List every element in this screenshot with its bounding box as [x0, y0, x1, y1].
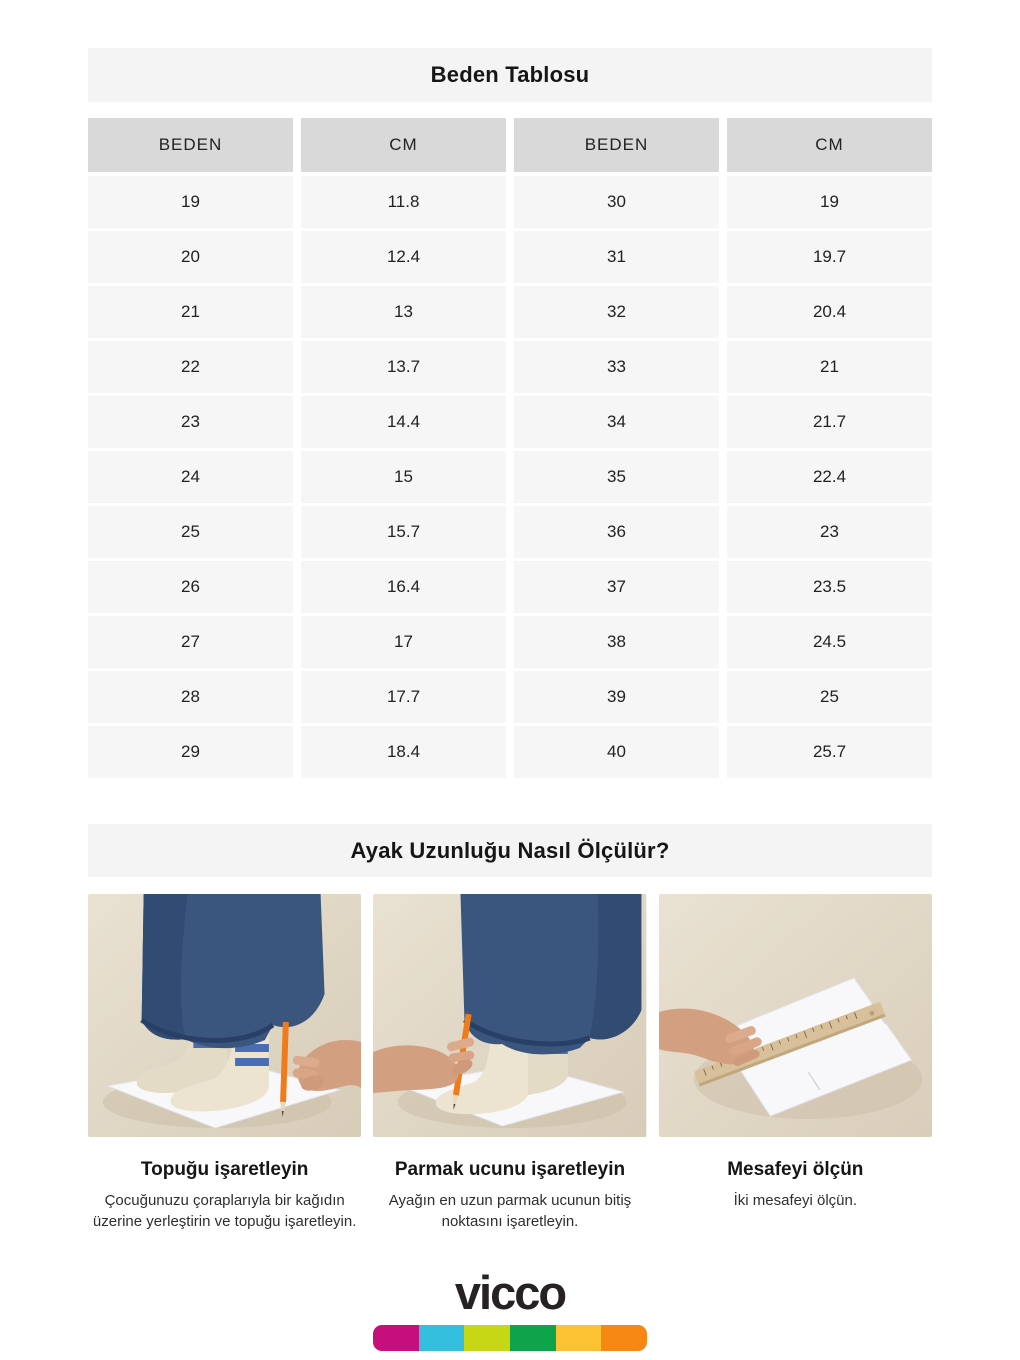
- table-cell: 19.7: [727, 231, 932, 283]
- table-cell: 12.4: [301, 231, 506, 283]
- measure-captions: [88, 1159, 932, 1233]
- table-cell: 24.5: [727, 616, 932, 668]
- table-cell: 30: [514, 176, 719, 228]
- step-title: Mesafeyi ölçün: [727, 1159, 864, 1180]
- vicco-logo: vicco: [454, 1265, 566, 1319]
- table-cell: 37: [514, 561, 719, 613]
- table-cell: 20.4: [727, 286, 932, 338]
- step-title: Parmak ucunu işaretleyin: [394, 1159, 626, 1180]
- logo-bar-segment: [510, 1325, 556, 1351]
- table-cell: 27: [88, 616, 293, 668]
- table-cell: 16.4: [301, 561, 506, 613]
- step-toe: [373, 1159, 646, 1233]
- table-cell: 18.4: [301, 726, 506, 778]
- size-table-header: [88, 118, 932, 172]
- logo-bar-segment: [464, 1325, 510, 1351]
- table-cell: 29: [88, 726, 293, 778]
- table-cell: 15.7: [301, 506, 506, 558]
- table-cell: 36: [514, 506, 719, 558]
- table-cell: 38: [514, 616, 719, 668]
- table-cell: 34: [514, 396, 719, 448]
- logo-bar-segment: [601, 1325, 647, 1351]
- table-cell: 28: [88, 671, 293, 723]
- col-header-cm-right: CM: [727, 118, 932, 172]
- step-description: Çocuğunuzu çoraplarıyla bir kağıdın üzerine yerleştirin ve topuğu işaretleyin.: [92, 1192, 357, 1231]
- measure-title: Ayak Uzunluğu Nasıl Ölçülür?: [350, 837, 670, 863]
- table-cell: 22: [88, 341, 293, 393]
- table-cell: 23.5: [727, 561, 932, 613]
- step-heel: [88, 1159, 361, 1233]
- table-cell: 13.7: [301, 341, 506, 393]
- logo-color-bar: [373, 1325, 647, 1351]
- table-cell: 19: [727, 176, 932, 228]
- table-cell: 14.4: [301, 396, 506, 448]
- heel-marking-illustration: [88, 894, 361, 1137]
- table-cell: 21: [727, 341, 932, 393]
- step-title: Topuğu işaretleyin: [140, 1159, 309, 1180]
- size-table: [88, 176, 932, 778]
- logo-bar-segment: [556, 1325, 602, 1351]
- table-cell: 32: [514, 286, 719, 338]
- step-description: İki mesafeyi ölçün.: [733, 1192, 858, 1209]
- table-cell: 25: [727, 671, 932, 723]
- toe-marking-illustration: [373, 894, 646, 1137]
- measure-title-banner: [88, 824, 932, 877]
- table-cell: 23: [88, 396, 293, 448]
- table-cell: 40: [514, 726, 719, 778]
- table-cell: 39: [514, 671, 719, 723]
- table-cell: 21: [88, 286, 293, 338]
- step-measure: [659, 1159, 932, 1233]
- table-cell: 19: [88, 176, 293, 228]
- table-cell: 31: [514, 231, 719, 283]
- table-cell: 13: [301, 286, 506, 338]
- heel-marking-photo: [88, 894, 361, 1137]
- logo-bar-segment: [419, 1325, 465, 1351]
- col-header-cm-left: CM: [301, 118, 506, 172]
- toe-marking-photo: [373, 894, 646, 1137]
- table-cell: 25: [88, 506, 293, 558]
- table-cell: 21.7: [727, 396, 932, 448]
- table-cell: 15: [301, 451, 506, 503]
- size-chart-title-banner: [88, 48, 932, 102]
- col-header-beden-left: BEDEN: [88, 118, 293, 172]
- col-header-beden-right: BEDEN: [514, 118, 719, 172]
- ruler-measuring-photo: [659, 894, 932, 1137]
- table-cell: 24: [88, 451, 293, 503]
- table-cell: 17: [301, 616, 506, 668]
- measure-photos: [88, 894, 932, 1137]
- table-cell: 17.7: [301, 671, 506, 723]
- table-cell: 35: [514, 451, 719, 503]
- step-description: Ayağın en uzun parmak ucunun bitiş noktasını işaretleyin.: [388, 1192, 632, 1231]
- ruler-measuring-illustration: [659, 894, 932, 1137]
- footer: [88, 1265, 932, 1351]
- table-cell: 22.4: [727, 451, 932, 503]
- table-cell: 33: [514, 341, 719, 393]
- size-guide-page: [88, 0, 932, 1351]
- table-cell: 11.8: [301, 176, 506, 228]
- table-cell: 25.7: [727, 726, 932, 778]
- logo-bar-segment: [373, 1325, 419, 1351]
- table-cell: 26: [88, 561, 293, 613]
- table-cell: 20: [88, 231, 293, 283]
- table-cell: 23: [727, 506, 932, 558]
- size-chart-title: Beden Tablosu: [430, 62, 590, 87]
